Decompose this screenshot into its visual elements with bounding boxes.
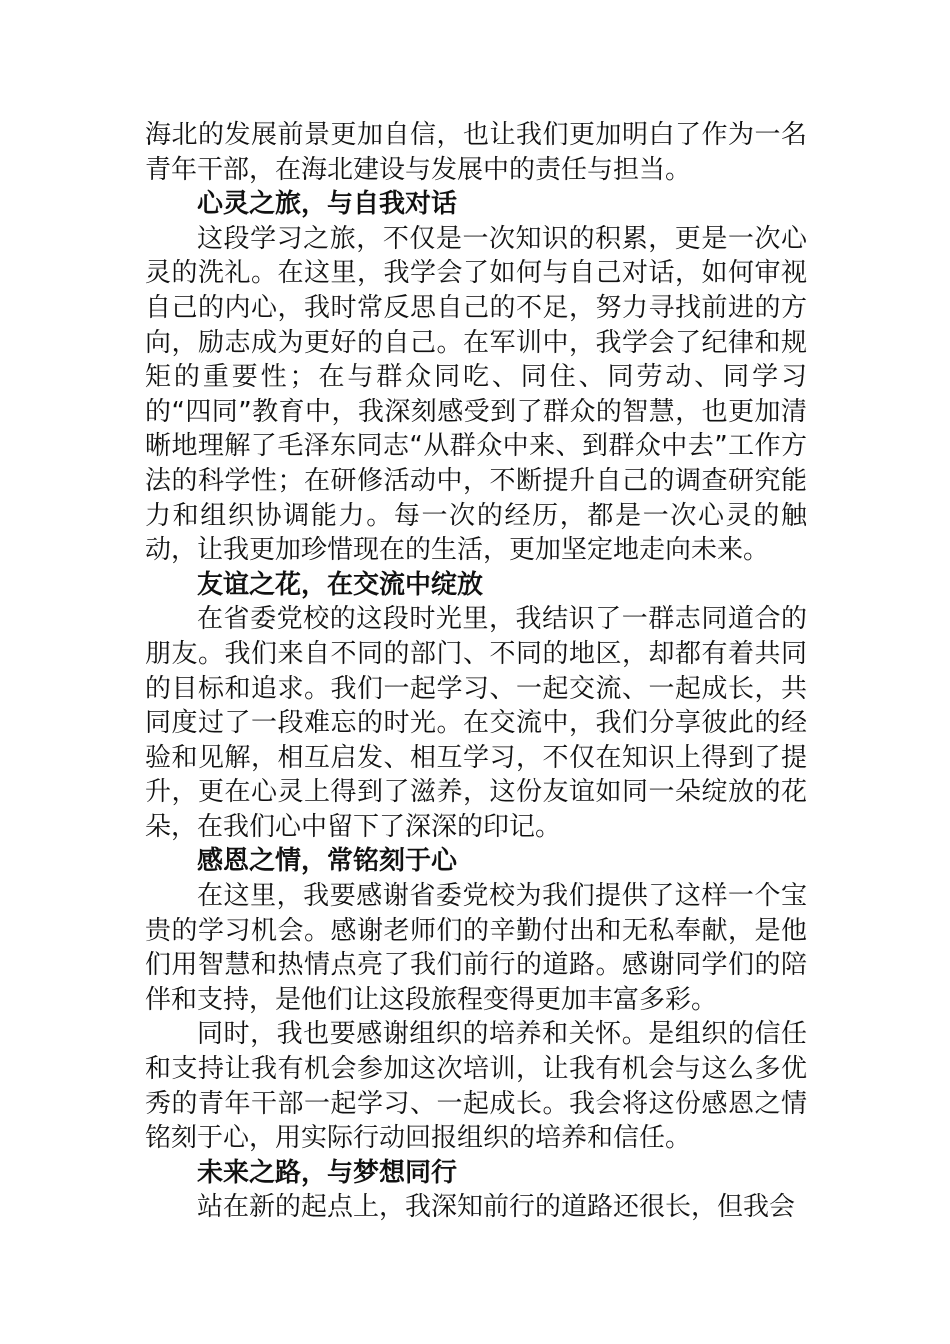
paragraph-future: 站在新的起点上，我深知前行的道路还很长，但我会 bbox=[197, 1192, 796, 1223]
paragraph-continued: 海北的发展前景更加自信，也让我们更加明白了作为一名青年干部，在海北建设与发展中的责任与担当。 bbox=[145, 120, 807, 185]
paragraph-soul-journey: 这段学习之旅，不仅是一次知识的积累，更是一次心灵的洗礼。在这里，我学会了如何与自己对话，如何审视自己的内心，我时常反思自己的不足，努力寻找前进的方向，励志成为更好的自己。在军训中，我学会了纪律和规矩的重要性；在与群众同吃、同住、同劳动、同学习的“四同”教育中，我深刻感受到了群众的智慧，也更加清晰地理解了毛泽东同志“从群众中来、到群众中去”工作方法的科学性；在研修活动中，不断提升自己的调查研究能力和组织协调能力。每一次的经历，都是一次心灵的触动，让我更加珍惜现在的生活，更加坚定地走向未来。 bbox=[145, 223, 807, 566]
document-page bbox=[145, 118, 807, 1225]
paragraph-gratitude-school: 在这里，我要感谢省委党校为我们提供了这样一个宝贵的学习机会。感谢老师们的辛勤付出和无私奉献，是他们用智慧和热情点亮了我们前行的道路。感谢同学们的陪伴和支持，是他们让这段旅程变得更加丰富多彩。 bbox=[145, 881, 807, 1015]
paragraph-friendship: 在省委党校的这段时光里，我结识了一群志同道合的朋友。我们来自不同的部门、不同的地区，却都有着共同的目标和追求。我们一起学习、一起交流、一起成长，共同度过了一段难忘的时光。在交流中，我们分享彼此的经验和见解，相互启发、相互学习，不仅在知识上得到了提升，更在心灵上得到了滋养，这份友谊如同一朵绽放的花朵，在我们心中留下了深深的印记。 bbox=[145, 604, 807, 842]
section-heading-future: 未来之路，与梦想同行 bbox=[197, 1157, 458, 1188]
section-heading-friendship: 友谊之花，在交流中绽放 bbox=[197, 569, 484, 600]
section-heading-gratitude: 感恩之情，常铭刻于心 bbox=[197, 846, 458, 877]
section-heading-soul-journey: 心灵之旅，与自我对话 bbox=[197, 189, 458, 220]
paragraph-gratitude-organization: 同时，我也要感谢组织的培养和关怀。是组织的信任和支持让我有机会参加这次培训，让我有机会与这么多优秀的青年干部一起学习、一起成长。我会将这份感恩之情铭刻于心，用实际行动回报组织的培养和信任。 bbox=[145, 1019, 807, 1154]
